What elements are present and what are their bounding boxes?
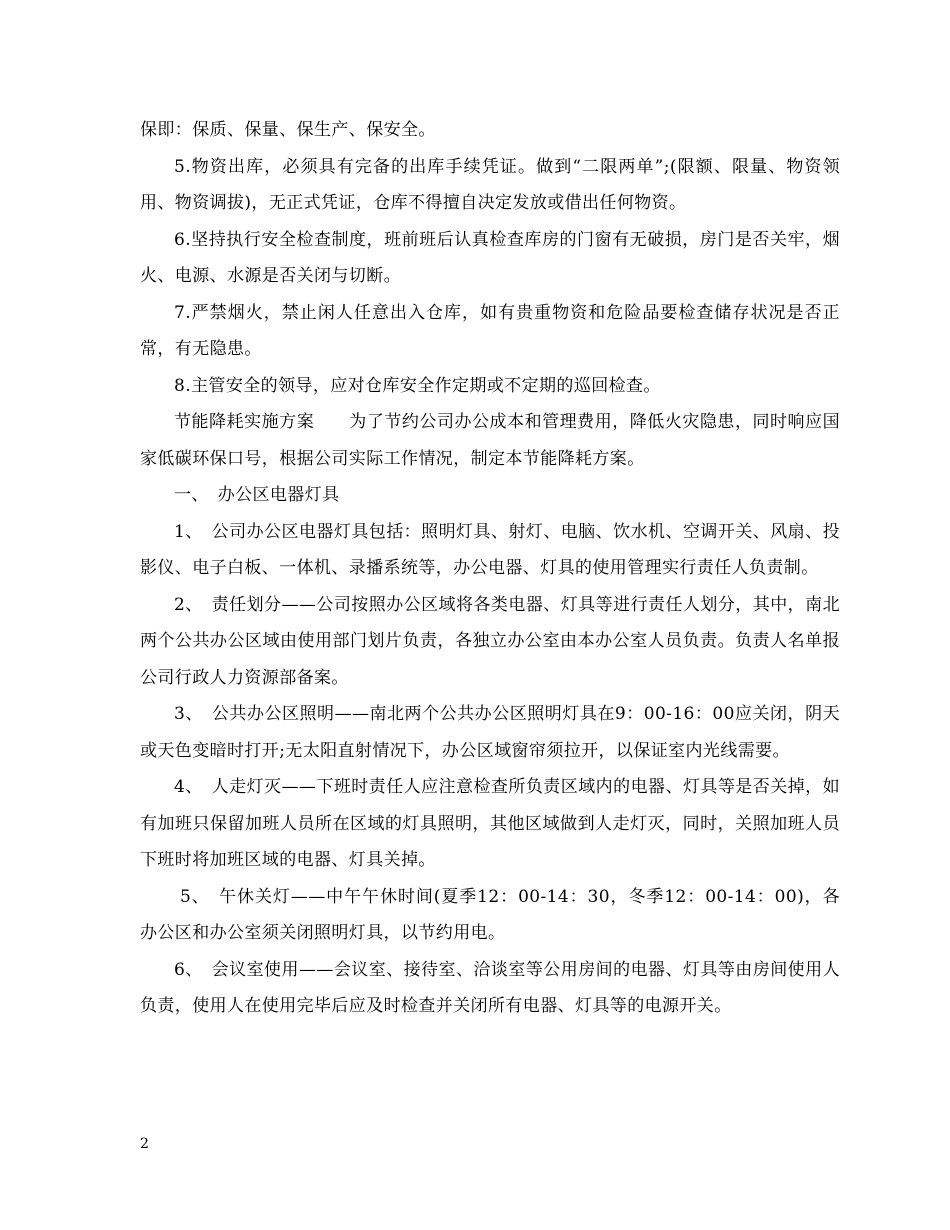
section-heading-office-appliances: 一、 办公区电器灯具 xyxy=(174,485,340,505)
paragraph-item-7: 7.严禁烟火，禁止闲人任意出入仓库，如有贵重物资和危险品要检查储存状况是否正常，有无隐患。 xyxy=(140,302,840,359)
document-body xyxy=(140,112,840,1025)
paragraph-item-5: 5.物资出库，必须具有完备的出库手续凭证。做到“二限两单”;(限额、限量、物资领用、物资调拔)，无正式凭证，仓库不得擅自决定发放或借出任何物资。 xyxy=(140,156,840,213)
paragraph-plan-intro: 节能降耗实施方案 为了节约公司办公成本和管理费用，降低火灾隐患，同时响应国家低碳环保口号，根据公司实际工作情况，制定本节能降耗方案。 xyxy=(140,412,840,469)
paragraph-rule-5: 5、 午休关灯——中午午休时间(夏季12：00-14：30，冬季12：00-14：00)，各办公区和办公室须关闭照明灯具，以节约用电。 xyxy=(140,886,840,943)
paragraph-item-8: 8.主管安全的领导，应对仓库安全作定期或不定期的巡回检查。 xyxy=(174,375,661,396)
paragraph-item-6: 6.坚持执行安全检查制度，班前班后认真检查库房的门窗有无破损，房门是否关牢，烟火、电源、水源是否关闭与切断。 xyxy=(140,229,840,286)
paragraph-rule-2: 2、 责任划分——公司按照办公区域将各类电器、灯具等进行责任人划分，其中，南北两个公共办公区域由使用部门划片负责，各独立办公室由本办公室人员负责。负责人名单报公司行政人力资源部备案。 xyxy=(140,594,840,688)
paragraph-rule-1: 1、 公司办公区电器灯具包括：照明灯具、射灯、电脑、饮水机、空调开关、风扇、投影仪、电子白板、一体机、录播系统等，办公电器、灯具的使用管理实行责任人负责制。 xyxy=(140,521,840,578)
page-number: 2 xyxy=(140,1136,149,1152)
paragraph-continuation: 保即：保质、保量、保生产、保安全。 xyxy=(140,120,436,140)
paragraph-rule-6: 6、 会议室使用——会议室、接待室、洽谈室等公用房间的电器、灯具等由房间使用人负责，使用人在使用完毕后应及时检查并关闭所有电器、灯具等的电源开关。 xyxy=(140,959,840,1016)
paragraph-rule-3: 3、 公共办公区照明——南北两个公共办公区照明灯具在9：00-16：00应关闭，阴天或天色变暗时打开;无太阳直射情况下，办公区域窗帘须拉开，以保证室内光线需要。 xyxy=(140,704,840,761)
paragraph-rule-4: 4、 人走灯灭——下班时责任人应注意检查所负责区域内的电器、灯具等是否关掉，如有加班只保留加班人员所在区域的灯具照明，其他区域做到人走灯灭，同时，关照加班人员下班时将加班区域的电器、灯具关掉。 xyxy=(140,777,840,870)
